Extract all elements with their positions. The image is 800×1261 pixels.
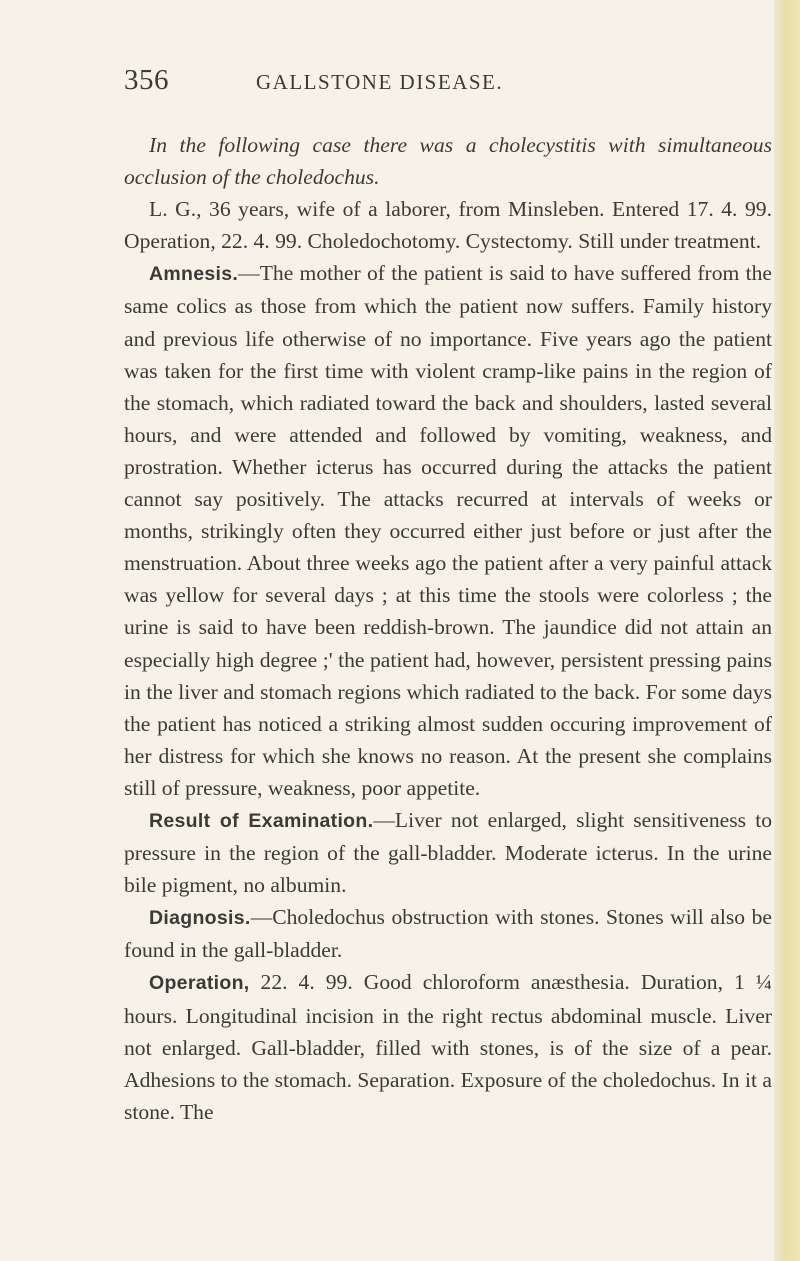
amnesis-paragraph bbox=[124, 257, 772, 804]
operation-heading: Operation, bbox=[149, 972, 250, 995]
running-head: GALLSTONE DISEASE. bbox=[256, 70, 504, 94]
amnesis-text: —The mother of the patient is said to have suffered from the same colics as those from which the patient now suffers. Family history and previous life otherwise of no importance. Five years ago the patient was taken for the first time with violent cramp-like pains in the region of the stomach, which radiated toward the back and shoulders, lasted several hours, and were attended and followed by vomiting, weakness, and prostration. Whether icterus has occurred during the attacks the patient cannot say positively. The attacks recurred at intervals of weeks or months, strikingly often they occurred either just before or just after the menstruation. About three weeks ago the patient after a very painful attack was yellow for several days ; at this time the stools were colorless ; the urine is said to have been reddish-brown. The jaundice did not attain an especially high degree ;' the patient had, however, persistent pressing pains in the liver and stomach regions which radiated to the back. For some days the patient has noticed a striking almost sudden occuring improvement of her distress for which she knows no reason. At the present she complains still of pressure, weakness, poor appetite. bbox=[124, 261, 772, 800]
examination-text: —Liver not enlarged, slight sensitiveness to pressure in the region of the gall-bladder. Moderate icterus. In the urine bile pigment, no albumin. bbox=[124, 807, 772, 898]
operation-paragraph bbox=[124, 966, 772, 1127]
diagnosis-paragraph bbox=[124, 901, 772, 966]
case-summary: L. G., 36 years, wife of a laborer, from Minsleben. Entered 17. 4. 99. Operation, 22. 4. 99. Choledochotomy. Cystectomy. Still under treatment. bbox=[124, 197, 772, 254]
page-edge bbox=[774, 0, 800, 1261]
case-intro: In the following case there was a cholecystitis with simultaneous occlusion of the choledochus. bbox=[124, 133, 772, 190]
examination-heading: Result of Examination. bbox=[149, 809, 374, 832]
page-number: 356 bbox=[124, 64, 169, 96]
diagnosis-heading: Diagnosis. bbox=[149, 907, 251, 930]
body-text bbox=[124, 129, 772, 1128]
amnesis-heading: Amnesis. bbox=[149, 263, 239, 286]
page-header bbox=[124, 64, 764, 104]
examination-paragraph bbox=[124, 804, 772, 901]
diagnosis-text: —Choledochus obstruction with stones. Stones will also be found in the gall-bladder. bbox=[124, 905, 772, 963]
operation-text: 22. 4. 99. Good chloroform anæsthesia. Duration, 1 ¼ hours. Longitudinal incision in the right rectus abdominal muscle. Liver not enlarged. Gall-bladder, filled with stones, is of the size of a pear. Adhesions to the stomach. Separation. Exposure of the choledochus. In it a stone. The bbox=[124, 970, 772, 1124]
